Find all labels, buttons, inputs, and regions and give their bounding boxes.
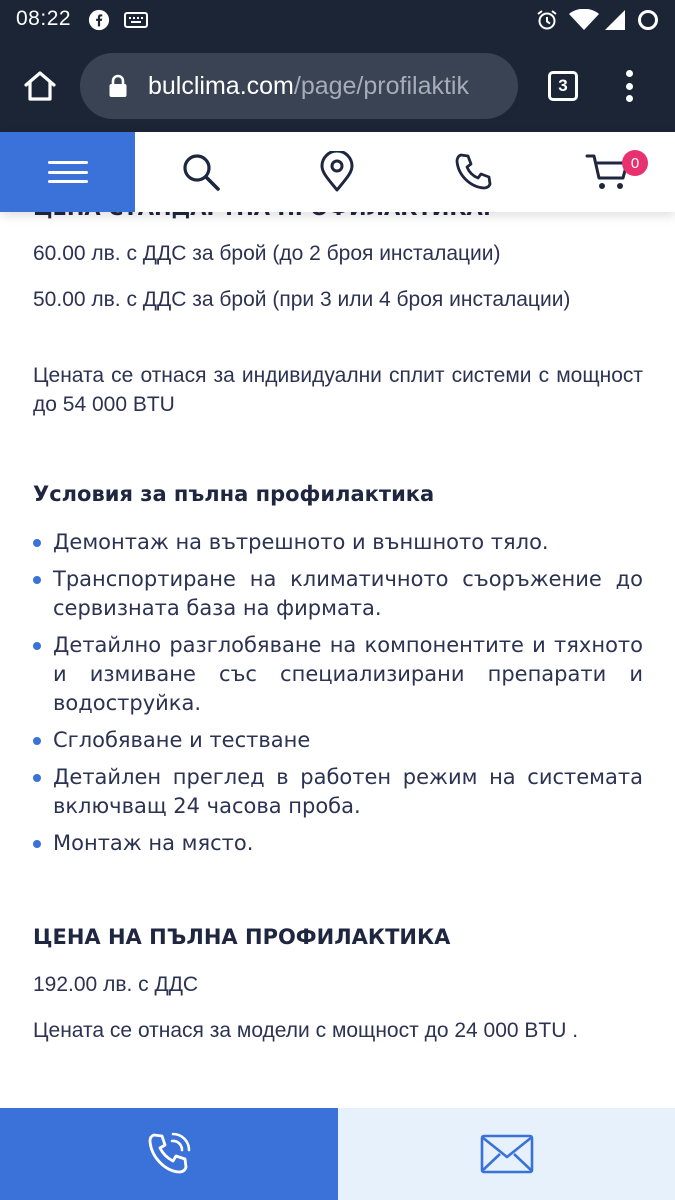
list-item [33, 763, 643, 821]
list-item-text: Транспортиране на климатичното съоръжение до сервизната база на фирмата. [53, 567, 643, 620]
url-text [148, 72, 469, 101]
bottom-action-bar [0, 1108, 675, 1200]
bullet-dot [33, 737, 41, 745]
keyboard-icon [123, 9, 149, 31]
price-paragraph-1: 60.00 лв. с ДДС за брой (до 2 броя инсталации) [33, 242, 501, 265]
home-button[interactable] [20, 66, 60, 106]
menu-dot [626, 83, 633, 90]
tab-switcher-button[interactable]: 3 [548, 71, 578, 101]
bullet-dot [33, 642, 41, 650]
menu-button[interactable] [0, 132, 135, 212]
mail-icon [479, 1133, 535, 1175]
price-note: Цената се отнася за индивидуални сплит системи с мощност до 54 000 BTU [33, 364, 643, 416]
price-paragraph-2: 50.00 лв. с ДДС за брой (при 3 или 4 броя инсталации) [33, 288, 571, 311]
browser-toolbar [0, 40, 675, 132]
full-service-conditions-heading: Условия за пълна профилактика [33, 482, 435, 506]
list-item-text: Демонтаж на вътрешното и външното тяло. [53, 530, 549, 554]
wifi-icon [568, 9, 600, 31]
url-path: /page/profilaktik [293, 71, 469, 100]
location-pin-icon[interactable] [316, 151, 358, 193]
url-domain: bulclima.com [148, 71, 294, 100]
status-time: 08:22 [16, 7, 72, 30]
email-button[interactable] [338, 1108, 675, 1200]
list-item [33, 528, 643, 557]
list-item [33, 829, 643, 858]
list-item-text: Сглобяване и тестване [53, 728, 311, 752]
site-header [0, 132, 675, 212]
conditions-list [33, 528, 643, 866]
signal-icon [604, 9, 626, 31]
full-service-price-heading: ЦЕНА НА ПЪЛНА ПРОФИЛАКТИКА [33, 925, 451, 949]
phone-call-icon [143, 1128, 195, 1180]
search-icon[interactable] [180, 151, 222, 193]
status-bar [0, 0, 675, 40]
list-item [33, 631, 643, 718]
alarm-icon [536, 9, 558, 31]
list-item [33, 565, 643, 623]
phone-icon[interactable] [452, 151, 494, 193]
facebook-icon [88, 9, 110, 31]
battery-icon [637, 9, 659, 31]
cart-count-badge: 0 [622, 150, 648, 176]
menu-dot [626, 70, 633, 77]
lock-icon [108, 74, 128, 98]
home-icon [23, 70, 57, 102]
call-button[interactable] [0, 1108, 338, 1200]
overflow-menu-button[interactable] [620, 68, 638, 104]
list-item-text: Детайлно разглобяване на компонентите и тяхното и измиване със специализирани препарати и водоструйка. [53, 633, 643, 715]
menu-icon [48, 161, 88, 183]
address-bar[interactable] [80, 53, 518, 119]
bullet-dot [33, 840, 41, 848]
menu-dot [626, 95, 633, 102]
list-item [33, 726, 643, 755]
list-item-text: Детайлен преглед в работен режим на системата включващ 24 часова проба. [53, 765, 643, 818]
bullet-dot [33, 576, 41, 584]
full-service-price-note: Цената се отнася за модели с мощност до 24 000 BTU . [33, 1019, 579, 1042]
bullet-dot [33, 774, 41, 782]
list-item-text: Монтаж на място. [53, 831, 254, 855]
bullet-dot [33, 539, 41, 547]
full-service-price: 192.00 лв. с ДДС [33, 973, 199, 996]
